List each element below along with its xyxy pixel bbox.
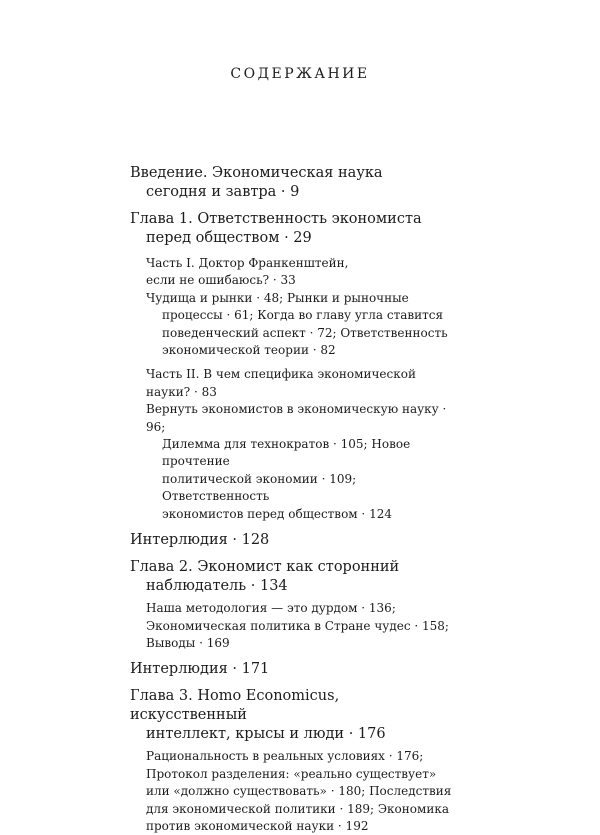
- toc-entry-line: Глава 1. Ответственность экономиста: [130, 211, 422, 227]
- toc-sections-line: Выводы · 169: [146, 635, 230, 650]
- toc-entry-chapter-2: [130, 558, 460, 596]
- toc-part-1: [130, 255, 460, 359]
- toc-sections-line: экономистов перед обществом · 124: [162, 506, 392, 521]
- toc-sections-line: Протокол разделения: «реально существует»: [146, 766, 437, 781]
- table-of-contents: [130, 164, 460, 835]
- toc-entry-chapter-1: [130, 210, 460, 248]
- toc-part-2: [130, 366, 460, 523]
- toc-sections-line: поведенческий аспект · 72; Ответственность: [162, 325, 448, 340]
- toc-sections-line: процессы · 61; Когда во главу угла ставится: [162, 308, 444, 323]
- toc-sections-line: Дилемма для технократов · 105; Новое прочтение: [162, 437, 411, 469]
- toc-chapter-3-sections: [130, 748, 460, 835]
- page-title: СОДЕРЖАНИЕ: [230, 66, 370, 82]
- toc-sections-line: Экономическая политика в Стране чудес · 158;: [146, 618, 449, 633]
- toc-entry-line: Глава 3. Homo Economicus, искусственный: [130, 688, 340, 724]
- toc-entry-line: интеллект, крысы и люди · 176: [146, 726, 386, 743]
- toc-part-heading: если не ошибаюсь? · 33: [146, 273, 296, 288]
- toc-entry-line: Введение. Экономическая наука: [130, 165, 383, 181]
- toc-entry-line: сегодня и завтра · 9: [146, 184, 300, 200]
- toc-entry-interlude-2: [130, 660, 460, 679]
- toc-sections-line: для экономической политики · 189; Экономика: [146, 801, 449, 816]
- toc-sections-line: экономической теории · 82: [162, 343, 336, 358]
- toc-entry-chapter-3: [130, 687, 460, 744]
- toc-entry-line: Интерлюдия · 128: [130, 532, 270, 549]
- toc-sections-line: политической экономии · 109; Ответственность: [162, 471, 357, 504]
- toc-part-heading: Часть II. В чем специфика экономической: [146, 367, 416, 382]
- toc-entry-interlude-1: [130, 531, 460, 550]
- toc-part-heading: Часть I. Доктор Франкенштейн,: [146, 256, 349, 270]
- toc-part-heading: науки? · 83: [146, 384, 217, 399]
- toc-sections-line: или «должно существовать» · 180; Последствия: [146, 784, 452, 799]
- toc-entry-line: наблюдатель · 134: [146, 578, 288, 595]
- toc-sections-line: Рациональность в реальных условиях · 176;: [146, 749, 424, 764]
- toc-sections-line: против экономической науки · 192: [146, 818, 369, 833]
- toc-sections-line: Наша методология — это дурдом · 136;: [146, 601, 396, 616]
- toc-sections-line: Вернуть экономистов в экономическую науку · 96;: [146, 402, 447, 434]
- toc-entry-introduction: [130, 164, 460, 202]
- toc-entry-line: Интерлюдия · 171: [130, 661, 270, 678]
- toc-entry-line: перед обществом · 29: [146, 230, 312, 246]
- toc-sections-line: Чудища и рынки · 48; Рынки и рыночные: [146, 290, 409, 305]
- toc-chapter-2-sections: [130, 600, 460, 652]
- toc-entry-line: Глава 2. Экономист как сторонний: [130, 559, 400, 576]
